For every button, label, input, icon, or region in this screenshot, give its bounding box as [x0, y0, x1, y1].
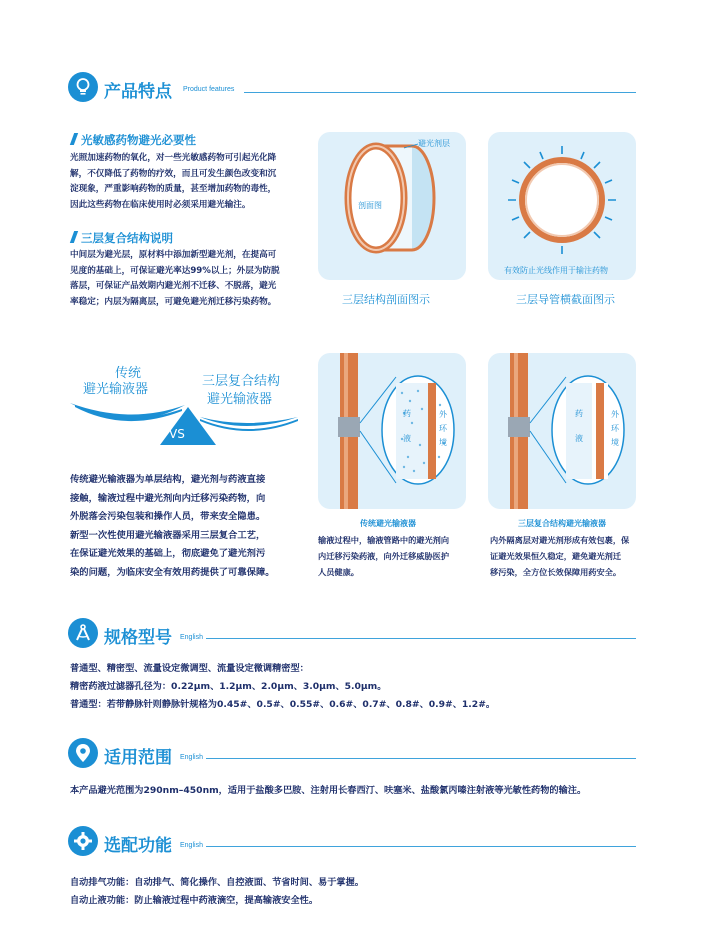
label-traditional-2: 避光输液器: [83, 382, 149, 397]
tube2-title: 三层复合结构避光输液器: [518, 519, 606, 528]
tube1-title: 传统避光输液器: [360, 519, 416, 528]
paragraph-necessity: 光照加速药物的氧化，对一些光敏感药物可引起光化降 解，不仅降低了药物的疗效，而且可发生颜色改变和沉 淀现象，严重影响药物的质量，甚至增加药物的毒性， 因此这些药物在临床使用时必须采用避光输注。: [70, 153, 277, 210]
tube1-drug-char-1: 药: [403, 409, 411, 418]
section-subtitle-scope: English: [180, 754, 203, 761]
caption-transverse: 三层导管横截面图示: [516, 293, 615, 306]
section-divider: [206, 846, 636, 847]
tube-transverse-illustration: [488, 132, 636, 280]
specs-line-2: 精密药液过滤器孔径为：0.22μm、1.2μm、2.0μm、3.0μm、5.0μm。: [70, 681, 387, 692]
section-subtitle-specs: English: [180, 634, 203, 641]
section-title-scope: 适用范围: [104, 748, 172, 768]
subheading-necessity: 光敏感药物避光必要性: [72, 132, 196, 148]
section-divider: [244, 92, 636, 93]
lightbulb-icon: [68, 72, 98, 102]
tube1-env-char-2: 环: [439, 424, 447, 433]
subheading-structure: 三层复合结构说明: [72, 230, 173, 246]
caption-cross-section: 三层结构剖面图示: [342, 293, 430, 306]
section-title-features: 产品特点: [104, 82, 172, 102]
location-pin-icon: [68, 738, 98, 768]
gear-icon: [68, 826, 98, 856]
section-subtitle-features: Product features: [183, 86, 235, 93]
label-three-layer-1: 三层复合结构: [202, 374, 281, 389]
specs-line-1: 普通型、精密型、流量设定微调型、流量设定微调精密型：: [70, 663, 309, 674]
tube2-description: 内外隔离层对避光剂形成有效包裹，保 证避光效果恒久稳定，避免避光剂迁 移污染，全方位长效保障用药安全。: [490, 535, 630, 577]
vs-label: VS: [169, 427, 185, 441]
diagram-cross-section-panel: [318, 132, 466, 280]
options-line-2: 自动止液功能：防止输液过程中药液滴空，提高输液安全性。: [70, 895, 319, 906]
section-title-options: 选配功能: [104, 836, 172, 856]
tube-cross-section-illustration: [318, 132, 466, 280]
label-traditional-1: 传统: [115, 366, 142, 381]
label-three-layer-2: 避光输液器: [207, 392, 273, 407]
tube2-drug-char-1: 药: [575, 409, 583, 418]
tube2-env-char-3: 境: [611, 438, 619, 447]
tube1-drug-char-2: 液: [403, 434, 411, 443]
tube2-drug-char-2: 液: [575, 434, 583, 443]
scope-line: 本产品避光范围为290nm–450nm，适用于盐酸多巴胺、注射用长春西汀、呋塞米、盐酸氯丙嗪注射液等光敏性药物的输注。: [70, 785, 587, 796]
versus-graphic: [70, 395, 300, 455]
tube-panel-traditional: [318, 353, 466, 509]
paragraph-structure: 中间层为避光层，原材料中添加新型避光剂，在提高可 见度的基础上，可保证避光率达99%以上；外层为防脱 落层，可保证产品效期内避光剂不迁移、不脱落，避光 率稳定；内层为隔离层，可避免避光剂迁移污染药物。: [70, 250, 280, 307]
specs-line-3: 普通型：若带静脉针则静脉针规格为0.45#、0.5#、0.55#、0.6#、0.7#、0.8#、0.9#、1.2#。: [70, 699, 496, 710]
options-line-1: 自动排气功能：自动排气、简化操作、自控液面、节省时间、易于掌握。: [70, 877, 364, 888]
tube1-description: 输液过程中，输液管路中的避光剂向 内迁移污染药液，向外迁移威胁医护 人员健康。: [318, 535, 450, 577]
section-divider: [206, 758, 636, 759]
label-section-view: 剖面图: [358, 201, 382, 210]
tube1-env-char-1: 外: [439, 410, 447, 419]
tube2-env-char-2: 环: [611, 424, 619, 433]
paragraph-comparison: 传统避光输液器为单层结构，避光剂与药液直接 接触，输液过程中避光剂向内迁移污染药物，向 外脱落会污染包装和操作人员，带来安全隐患。 新型一次性使用避光输液器采用三层复合工艺， 在保证避光效果的基础上，彻底避免了避光剂污 染的问题，为临床安全有效用药提供了可靠保障。: [70, 474, 275, 578]
tube-panel-three-layer: [488, 353, 636, 509]
compass-icon: [68, 618, 98, 648]
diagram-transverse-panel: [488, 132, 636, 280]
label-prevent-light: 有效防止光线作用于输注药物: [504, 266, 608, 275]
label-light-shield-layer: 避光剂层: [418, 139, 450, 148]
tube2-env-char-1: 外: [611, 410, 619, 419]
section-divider: [206, 638, 636, 639]
tube1-env-char-3: 境: [439, 438, 447, 447]
section-title-specs: 规格型号: [104, 628, 172, 648]
section-subtitle-options: English: [180, 842, 203, 849]
